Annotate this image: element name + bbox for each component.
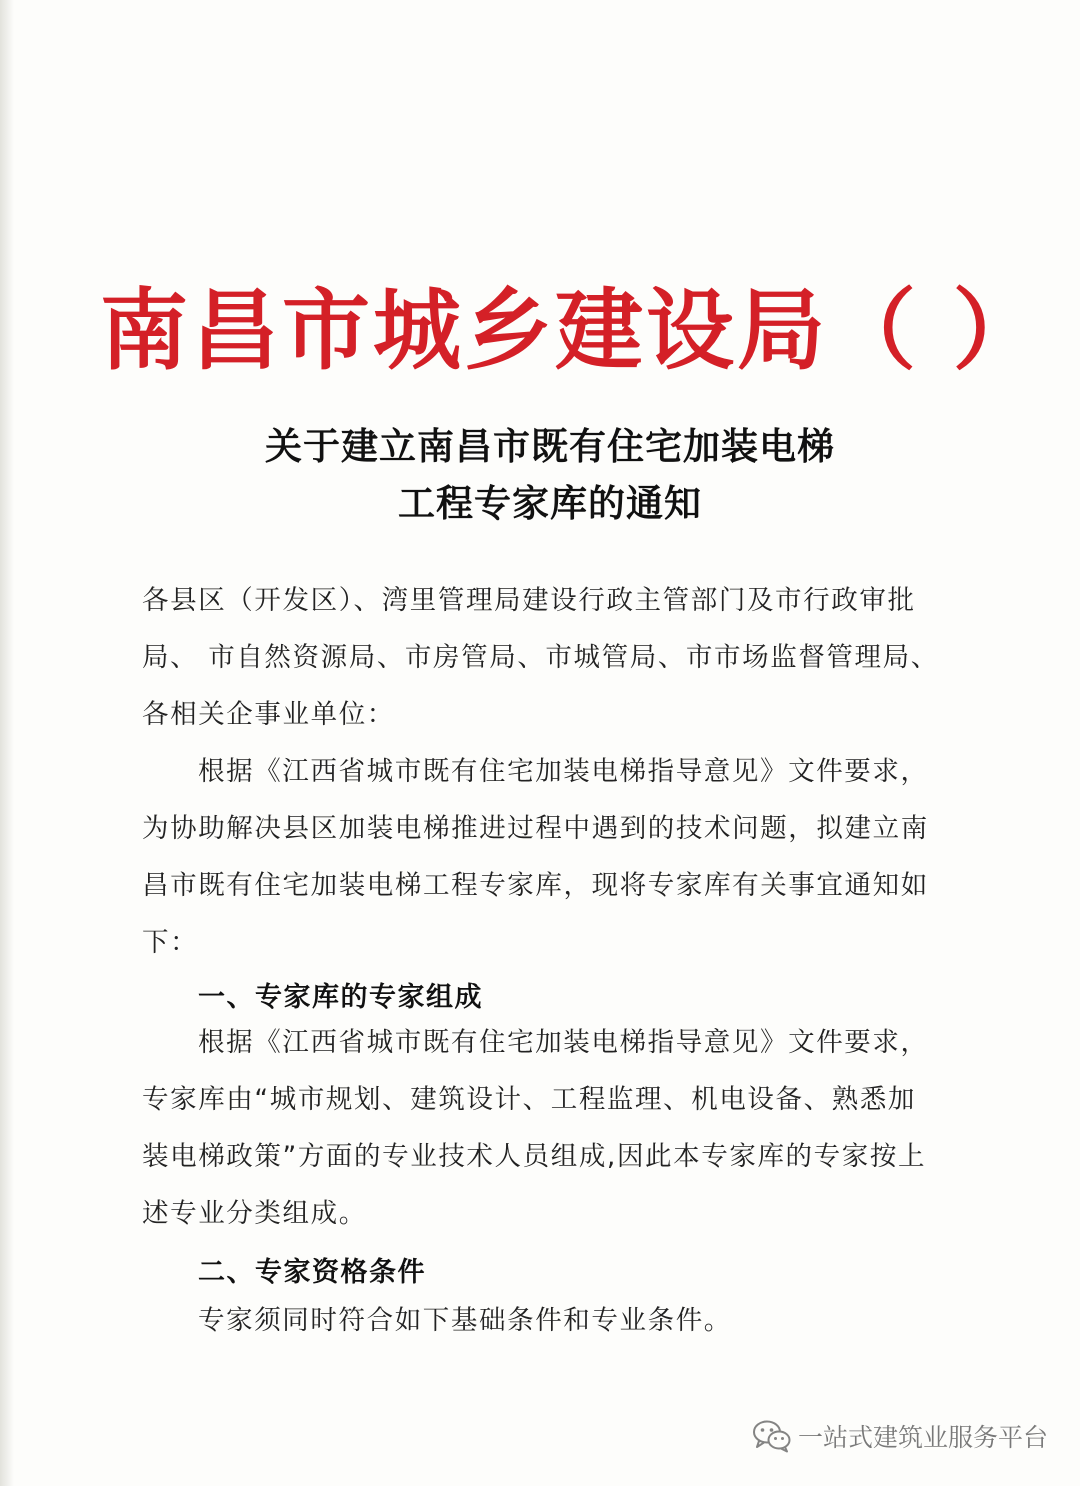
paragraph-2-line-2: 专家库由“城市规划、建筑设计、工程监理、机电设备、熟悉加 bbox=[142, 1084, 917, 1115]
paragraph-2-line-1: 根据《江西省城市既有住宅加装电梯指导意见》文件要求， bbox=[198, 1027, 929, 1058]
paragraph-2-line-3: 装电梯政策”方面的专业技术人员组成,因此本专家库的专家按上 bbox=[142, 1141, 927, 1172]
document-title-line-1: 关于建立南昌市既有住宅加装电梯 bbox=[265, 424, 835, 468]
paragraph-2-line-4: 述专业分类组成。 bbox=[142, 1198, 367, 1229]
document-title-line-2: 工程专家库的通知 bbox=[398, 481, 702, 525]
addressee-line-2: 局、 市自然资源局、市房管局、市城管局、市市场监督管理局、 bbox=[142, 642, 939, 673]
watermark-text: 一站式建筑业服务平台 bbox=[797, 1423, 1048, 1452]
section-heading-1: 一、专家库的专家组成 bbox=[198, 982, 483, 1013]
paragraph-1-line-4: 下： bbox=[142, 927, 199, 958]
paragraph-1-line-1: 根据《江西省城市既有住宅加装电梯指导意见》文件要求， bbox=[198, 756, 929, 787]
paragraph-1-line-3: 昌市既有住宅加装电梯工程专家库，现将专家库有关事宜通知如 bbox=[142, 870, 929, 901]
paragraph-1-line-2: 为协助解决县区加装电梯推进过程中遇到的技术问题，拟建立南 bbox=[142, 813, 929, 844]
addressee-line-3: 各相关企事业单位： bbox=[142, 699, 395, 730]
watermark bbox=[752, 1418, 1048, 1454]
wechat-icon bbox=[752, 1419, 792, 1453]
paragraph-3-line-1: 专家须同时符合如下基础条件和专业条件。 bbox=[198, 1305, 732, 1336]
scan-edge-shadow bbox=[0, 0, 14, 1486]
agency-header: 南昌市城乡建设局（ ） bbox=[100, 278, 1044, 382]
section-heading-2: 二、专家资格条件 bbox=[198, 1257, 426, 1288]
addressee-line-1: 各县区（开发区）、湾里管理局建设行政主管部门及市行政审批 bbox=[142, 585, 916, 616]
